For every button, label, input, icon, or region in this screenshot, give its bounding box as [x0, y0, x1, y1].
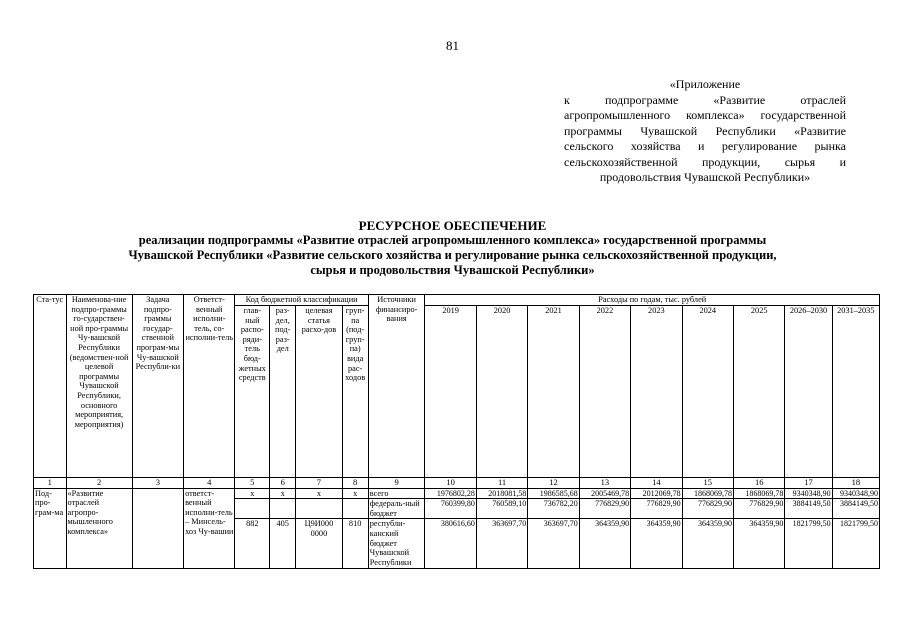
row-value: 9340348,90: [785, 488, 832, 499]
row-value: 2005469,78: [579, 488, 630, 499]
column-number: 16: [733, 478, 784, 489]
row-source: всего: [368, 488, 425, 499]
header-name: Наименова-ние подпро-граммы го-сударствен-ной про-граммы Чу-вашской Республики (ведомствен-ной целевой программы Чувашской Республики, основного мероприятия, мероприятия): [66, 295, 132, 478]
header-year-2025: 2025: [733, 306, 784, 478]
row-value: 2018081,58: [476, 488, 527, 499]
row-value: 2012069,78: [631, 488, 682, 499]
row-name: «Развитие отраслей агропро-мышленного комплекса»: [66, 488, 132, 569]
resource-table: [33, 294, 880, 569]
row-value: 9340348,90: [832, 488, 879, 499]
column-number: 11: [476, 478, 527, 489]
header-year-2031-2035: 2031–2035: [832, 306, 879, 478]
row-value: 776829,90: [682, 499, 733, 519]
row-value: 1868069,78: [682, 488, 733, 499]
row-value: 1868069,78: [733, 488, 784, 499]
column-number: 10: [425, 478, 476, 489]
row-target: Ц9И000 0000: [296, 519, 342, 569]
header-year-2020: 2020: [476, 306, 527, 478]
title-line-1: РЕСУРСНОЕ ОБЕСПЕЧЕНИЕ: [358, 218, 547, 233]
header-section: раз-дел, под-раз-дел: [270, 306, 296, 478]
row-section: 405: [270, 519, 296, 569]
row-value: 363697,70: [476, 519, 527, 569]
header-expenses: Расходы по годам, тыс. рублей: [425, 295, 880, 306]
header-year-2026-2030: 2026–2030: [785, 306, 832, 478]
row-group: [342, 499, 368, 519]
header-sources: Источники финансиро-вания: [368, 295, 425, 478]
column-number: 13: [579, 478, 630, 489]
column-number: 17: [785, 478, 832, 489]
row-value: 364359,90: [579, 519, 630, 569]
header-budget-code: Код бюджетной классификации: [235, 295, 368, 306]
row-value: 760589,10: [476, 499, 527, 519]
row-value: 776829,90: [579, 499, 630, 519]
row-value: 760399,80: [425, 499, 476, 519]
column-number: 6: [270, 478, 296, 489]
row-value: 1821799,50: [832, 519, 879, 569]
row-section: x: [270, 488, 296, 499]
title-line-4: сырья и продовольствия Чувашской Республики»: [310, 263, 595, 277]
row-value: 363697,70: [528, 519, 579, 569]
row-value: 364359,90: [733, 519, 784, 569]
row-value: 1986585,68: [528, 488, 579, 499]
header-responsible: Ответст-венный исполни-тель, со-исполни-тель: [184, 295, 235, 478]
appendix-note: [564, 77, 846, 186]
column-number: 12: [528, 478, 579, 489]
appendix-body: к подпрограмме «Развитие отраслей агропромышленного комплекса» государственной программы Чувашской Республики «Развитие сельского хозяйства и регулирование рынка сельскохозяйственной продукции, сырья и продовольствия Чувашской Республики»: [564, 92, 846, 184]
document-title: [80, 218, 825, 278]
column-number: 2: [66, 478, 132, 489]
title-line-3: Чувашской Республики «Развитие сельского хозяйства и регулирование рынка сельскохозяйственной продукции,: [128, 248, 777, 262]
header-year-2019: 2019: [425, 306, 476, 478]
row-value: 3884149,50: [785, 499, 832, 519]
row-group: x: [342, 488, 368, 499]
table-row: [34, 488, 880, 499]
header-year-2021: 2021: [528, 306, 579, 478]
header-year-2024: 2024: [682, 306, 733, 478]
row-status: Под-про-грам-ма: [34, 488, 67, 569]
header-task: Задача подпро-граммы государ-ственной програм-мы Чу-вашской Республи-ки: [132, 295, 183, 478]
header-chief-manager: глав-ный распо-ряди-тель бюд-жетных средств: [235, 306, 270, 478]
row-value: 3884149,50: [832, 499, 879, 519]
header-status: Ста-тус: [34, 295, 67, 478]
row-group: 810: [342, 519, 368, 569]
row-task: [132, 488, 183, 569]
appendix-heading: «Приложение: [669, 77, 741, 91]
column-number: 15: [682, 478, 733, 489]
row-value: 364359,90: [631, 519, 682, 569]
row-value: 776829,90: [631, 499, 682, 519]
row-value: 380616,60: [425, 519, 476, 569]
row-target: x: [296, 488, 342, 499]
header-year-2023: 2023: [631, 306, 682, 478]
page-number: 81: [446, 38, 459, 53]
row-target: [296, 499, 342, 519]
row-chief: 882: [235, 519, 270, 569]
row-value: 736782,20: [528, 499, 579, 519]
column-number: 18: [832, 478, 879, 489]
column-number: 4: [184, 478, 235, 489]
header-year-2022: 2022: [579, 306, 630, 478]
row-value: 776829,90: [733, 499, 784, 519]
column-number: 5: [235, 478, 270, 489]
row-value: 1821799,50: [785, 519, 832, 569]
row-responsible: ответст-венный исполни-тель – Минсель-хоз Чу-вашии: [184, 488, 235, 569]
column-number-row: [34, 478, 880, 489]
row-source: республи-канский бюджет Чувашской Республики: [368, 519, 425, 569]
row-value: 364359,90: [682, 519, 733, 569]
row-chief: [235, 499, 270, 519]
column-number: 14: [631, 478, 682, 489]
column-number: 3: [132, 478, 183, 489]
row-section: [270, 499, 296, 519]
header-target-item: целевая статья расхо-дов: [296, 306, 342, 478]
row-chief: x: [235, 488, 270, 499]
row-value: 1976802,28: [425, 488, 476, 499]
column-number: 1: [34, 478, 67, 489]
column-number: 9: [368, 478, 425, 489]
title-line-2: реализации подпрограммы «Развитие отраслей агропромышленного комплекса» государственной программы: [138, 233, 767, 247]
row-source: федераль-ный бюджет: [368, 499, 425, 519]
header-group: груп-па (под-груп-па) вида рас-ходов: [342, 306, 368, 478]
column-number: 7: [296, 478, 342, 489]
column-number: 8: [342, 478, 368, 489]
